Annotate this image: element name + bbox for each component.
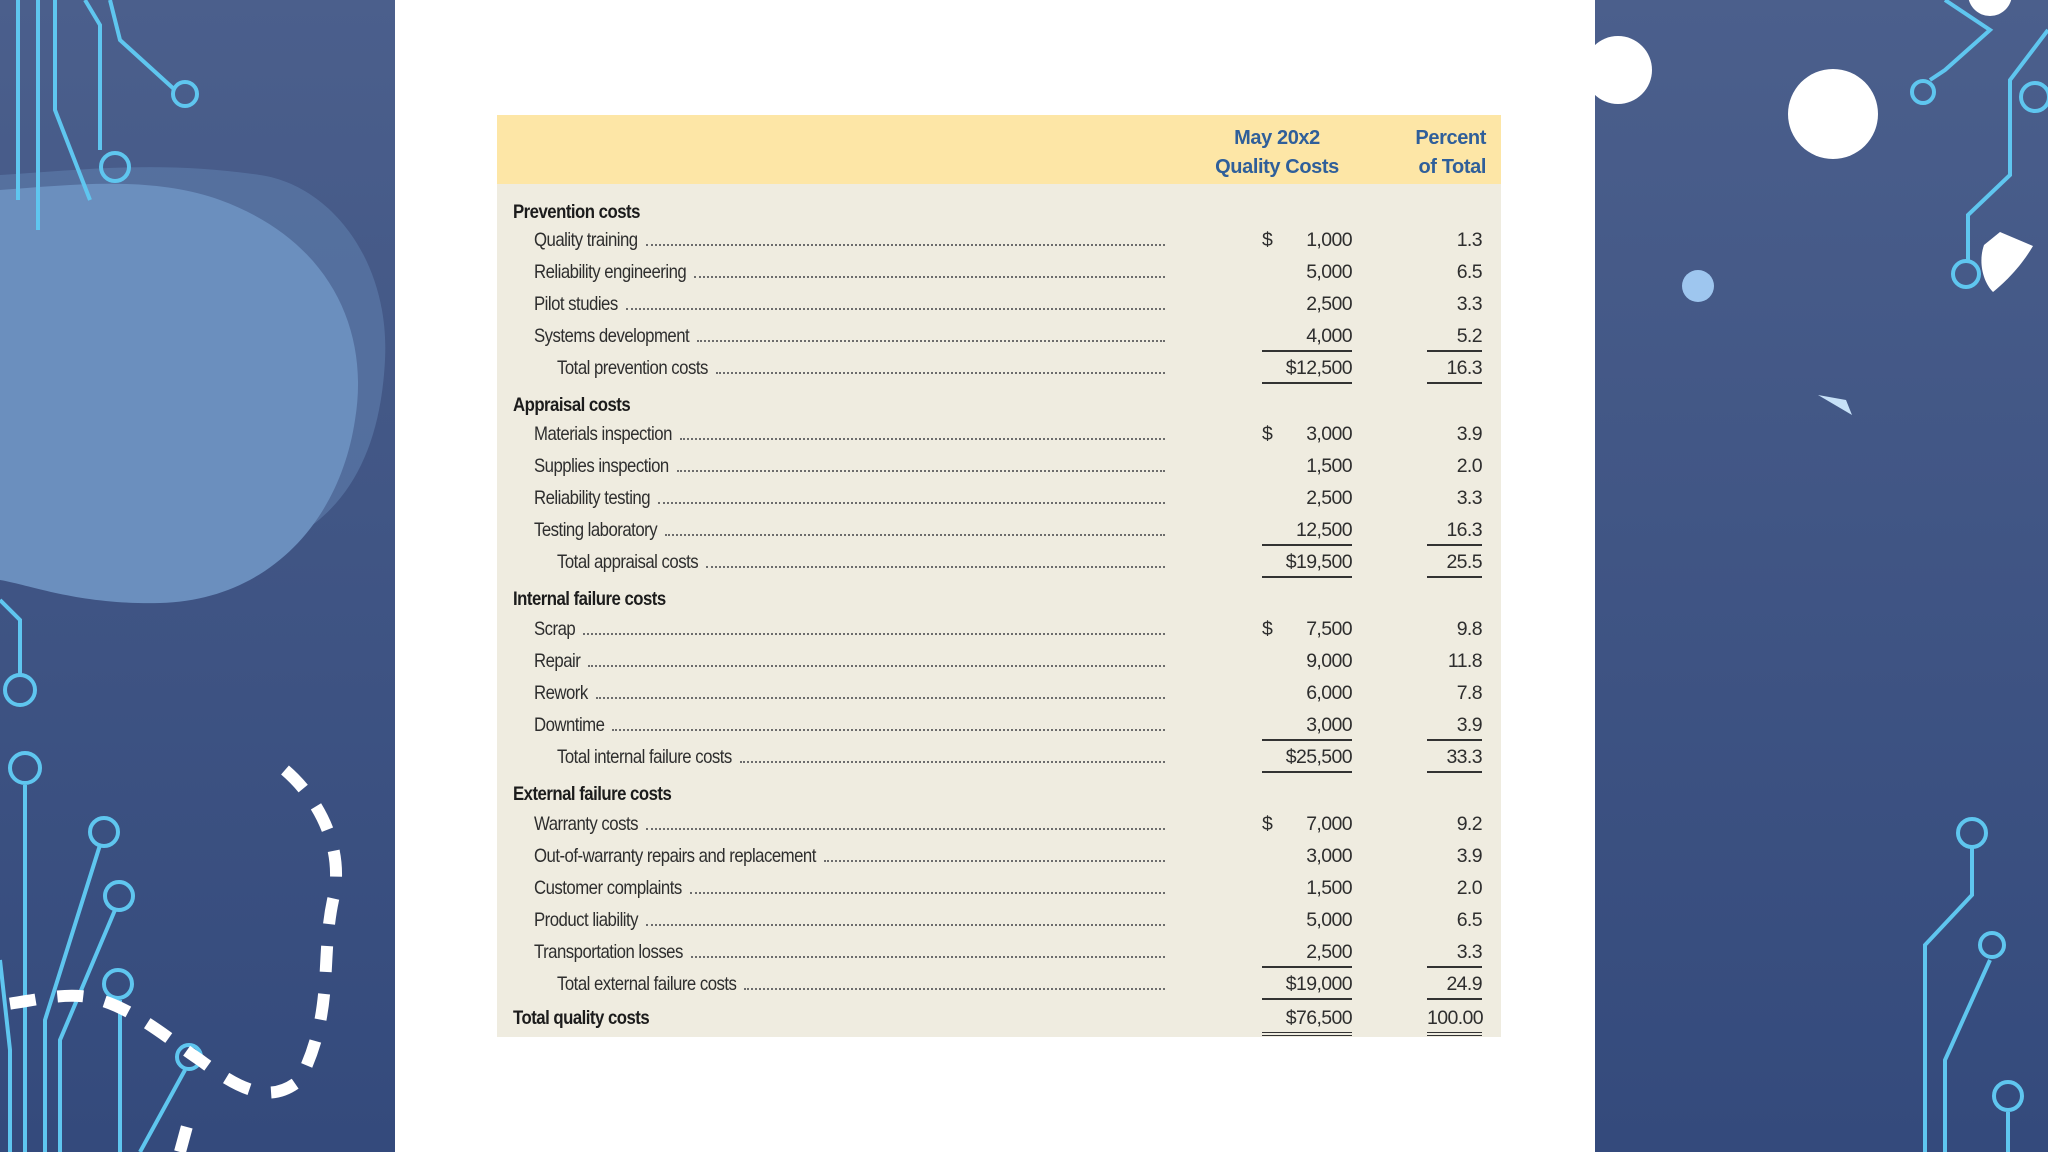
subtotal-row (497, 969, 1501, 999)
table-header (497, 115, 1501, 184)
table-row (497, 289, 1501, 319)
percent-cell: 3.9 (1456, 423, 1482, 445)
row-label: Total appraisal costs (557, 551, 699, 573)
leader-dots (588, 665, 1165, 667)
leader-dots (583, 633, 1165, 635)
amount-value: 4,000 (1306, 325, 1352, 347)
percent-cell: 9.2 (1456, 813, 1482, 835)
percent-cell: 5.2 (1427, 321, 1482, 352)
amount-cell (1262, 742, 1352, 773)
amount-cell (1262, 483, 1352, 513)
row-label: Total internal failure costs (557, 746, 732, 768)
row-label: External failure costs (513, 783, 672, 805)
amount-value: 2,500 (1306, 941, 1352, 963)
table-row (497, 515, 1501, 545)
amount-value: 2,500 (1306, 487, 1352, 509)
amount-cell (1262, 1003, 1352, 1036)
amount-cell (1262, 289, 1352, 319)
table-row (497, 483, 1501, 513)
percent-cell: 24.9 (1427, 969, 1482, 1000)
percent-cell: 3.3 (1456, 487, 1482, 509)
amount-cell (1262, 225, 1352, 255)
row-label: Reliability engineering (534, 261, 687, 283)
percent-cell: 6.5 (1456, 909, 1482, 931)
header-col1-line1: May 20x2 (1234, 127, 1320, 149)
amount-value: 1,500 (1306, 455, 1352, 477)
percent-cell: 3.3 (1427, 937, 1482, 968)
header-col1-line2: Quality Costs (1215, 156, 1339, 178)
table-row (497, 257, 1501, 287)
table-row (497, 809, 1501, 839)
row-label: Prevention costs (513, 201, 640, 223)
row-label: Reliability testing (534, 487, 651, 509)
table-row (497, 678, 1501, 708)
row-label: Out-of-warranty repairs and replacement (534, 845, 816, 867)
amount-cell (1262, 809, 1352, 839)
amount-value: 3,000 (1306, 714, 1352, 736)
amount-value: 3,000 (1306, 845, 1352, 867)
leader-dots (744, 988, 1165, 990)
subtotal-row (497, 353, 1501, 383)
amount-cell (1262, 321, 1352, 352)
amount-cell (1262, 841, 1352, 871)
amount-value: 1,000 (1306, 229, 1352, 251)
amount-value: 3,000 (1306, 423, 1352, 445)
percent-cell: 3.9 (1456, 845, 1482, 867)
leader-dots (677, 470, 1165, 472)
percent-cell: 9.8 (1456, 618, 1482, 640)
leader-dots (596, 697, 1165, 699)
percent-cell: 16.3 (1427, 353, 1482, 384)
dollar-sign: $ (1262, 618, 1273, 640)
table-row (497, 873, 1501, 903)
quality-cost-report-table (497, 115, 1501, 1037)
leader-dots (691, 956, 1165, 958)
row-label: Total external failure costs (557, 973, 737, 995)
table-row (497, 451, 1501, 481)
section-header-row (497, 584, 1501, 614)
percent-cell: 33.3 (1427, 742, 1482, 773)
amount-value: 7,000 (1306, 813, 1352, 835)
percent-cell: 100.00 (1427, 1003, 1482, 1036)
row-label: Internal failure costs (513, 588, 666, 610)
subtotal-row (497, 547, 1501, 577)
header-col2-line1: Percent (1415, 127, 1486, 149)
leader-dots (646, 924, 1165, 926)
amount-value: $25,500 (1285, 746, 1352, 768)
leader-dots (626, 308, 1165, 310)
row-label: Product liability (534, 909, 639, 931)
amount-value: $76,500 (1285, 1007, 1352, 1029)
amount-cell (1262, 614, 1352, 644)
leader-dots (646, 244, 1165, 246)
row-label: Customer complaints (534, 877, 682, 899)
row-label: Downtime (534, 714, 605, 736)
row-label: Supplies inspection (534, 455, 669, 477)
header-col2-line2: of Total (1418, 156, 1486, 178)
row-label: Transportation losses (534, 941, 683, 963)
section-header-row (497, 197, 1501, 227)
amount-cell (1262, 710, 1352, 741)
percent-cell: 7.8 (1456, 682, 1482, 704)
amount-value: 7,500 (1306, 618, 1352, 640)
amount-cell (1262, 419, 1352, 449)
leader-dots (716, 372, 1165, 374)
amount-cell (1262, 873, 1352, 903)
amount-value: $12,500 (1285, 357, 1352, 379)
amount-cell (1262, 905, 1352, 935)
dollar-sign: $ (1262, 813, 1273, 835)
leader-dots (824, 860, 1165, 862)
amount-value: 2,500 (1306, 293, 1352, 315)
amount-value: 6,000 (1306, 682, 1352, 704)
amount-cell (1262, 353, 1352, 384)
amount-cell (1262, 257, 1352, 287)
percent-cell: 6.5 (1456, 261, 1482, 283)
amount-value: 5,000 (1306, 261, 1352, 283)
table-row (497, 710, 1501, 740)
amount-value: $19,500 (1285, 551, 1352, 573)
amount-cell (1262, 547, 1352, 578)
row-label: Pilot studies (534, 293, 618, 315)
leader-dots (612, 729, 1165, 731)
row-label: Rework (534, 682, 588, 704)
table-row (497, 614, 1501, 644)
row-label: Testing laboratory (534, 519, 658, 541)
leader-dots (658, 502, 1165, 504)
table-row (497, 321, 1501, 351)
leader-dots (697, 340, 1165, 342)
row-label: Warranty costs (534, 813, 638, 835)
table-row (497, 841, 1501, 871)
amount-cell (1262, 937, 1352, 968)
amount-value: 12,500 (1295, 519, 1352, 541)
amount-cell (1262, 678, 1352, 708)
dollar-sign: $ (1262, 229, 1273, 251)
row-label: Total prevention costs (557, 357, 708, 379)
amount-cell (1262, 451, 1352, 481)
row-label: Systems development (534, 325, 690, 347)
table-row (497, 419, 1501, 449)
amount-cell (1262, 515, 1352, 546)
leader-dots (646, 828, 1165, 830)
section-header-row (497, 390, 1501, 420)
row-label: Total quality costs (513, 1007, 650, 1029)
percent-cell: 16.3 (1427, 515, 1482, 546)
table-row (497, 225, 1501, 255)
percent-cell: 3.3 (1456, 293, 1482, 315)
amount-value: $19,000 (1285, 973, 1352, 995)
percent-cell: 2.0 (1456, 455, 1482, 477)
row-label: Materials inspection (534, 423, 672, 445)
leader-dots (665, 534, 1165, 536)
amount-value: 1,500 (1306, 877, 1352, 899)
percent-cell: 11.8 (1447, 650, 1482, 672)
leader-dots (690, 892, 1165, 894)
row-label: Repair (534, 650, 581, 672)
table-row (497, 937, 1501, 967)
table-row (497, 646, 1501, 676)
dollar-sign: $ (1262, 423, 1273, 445)
percent-cell: 3.9 (1427, 710, 1482, 741)
section-header-row (497, 779, 1501, 809)
row-label: Quality training (534, 229, 638, 251)
leader-dots (680, 438, 1165, 440)
percent-cell: 2.0 (1456, 877, 1482, 899)
percent-cell: 25.5 (1427, 547, 1482, 578)
percent-cell: 1.3 (1456, 229, 1482, 251)
header-percent-total (1397, 124, 1501, 182)
subtotal-row (497, 742, 1501, 772)
amount-value: 5,000 (1306, 909, 1352, 931)
row-label: Appraisal costs (513, 394, 631, 416)
leader-dots (706, 566, 1165, 568)
amount-cell (1262, 969, 1352, 1000)
leader-dots (694, 276, 1165, 278)
row-label: Scrap (534, 618, 576, 640)
grand-total-row (497, 1003, 1501, 1033)
amount-cell (1262, 646, 1352, 676)
header-quality-costs (1202, 124, 1352, 182)
amount-value: 9,000 (1306, 650, 1352, 672)
leader-dots (740, 761, 1165, 763)
table-row (497, 905, 1501, 935)
